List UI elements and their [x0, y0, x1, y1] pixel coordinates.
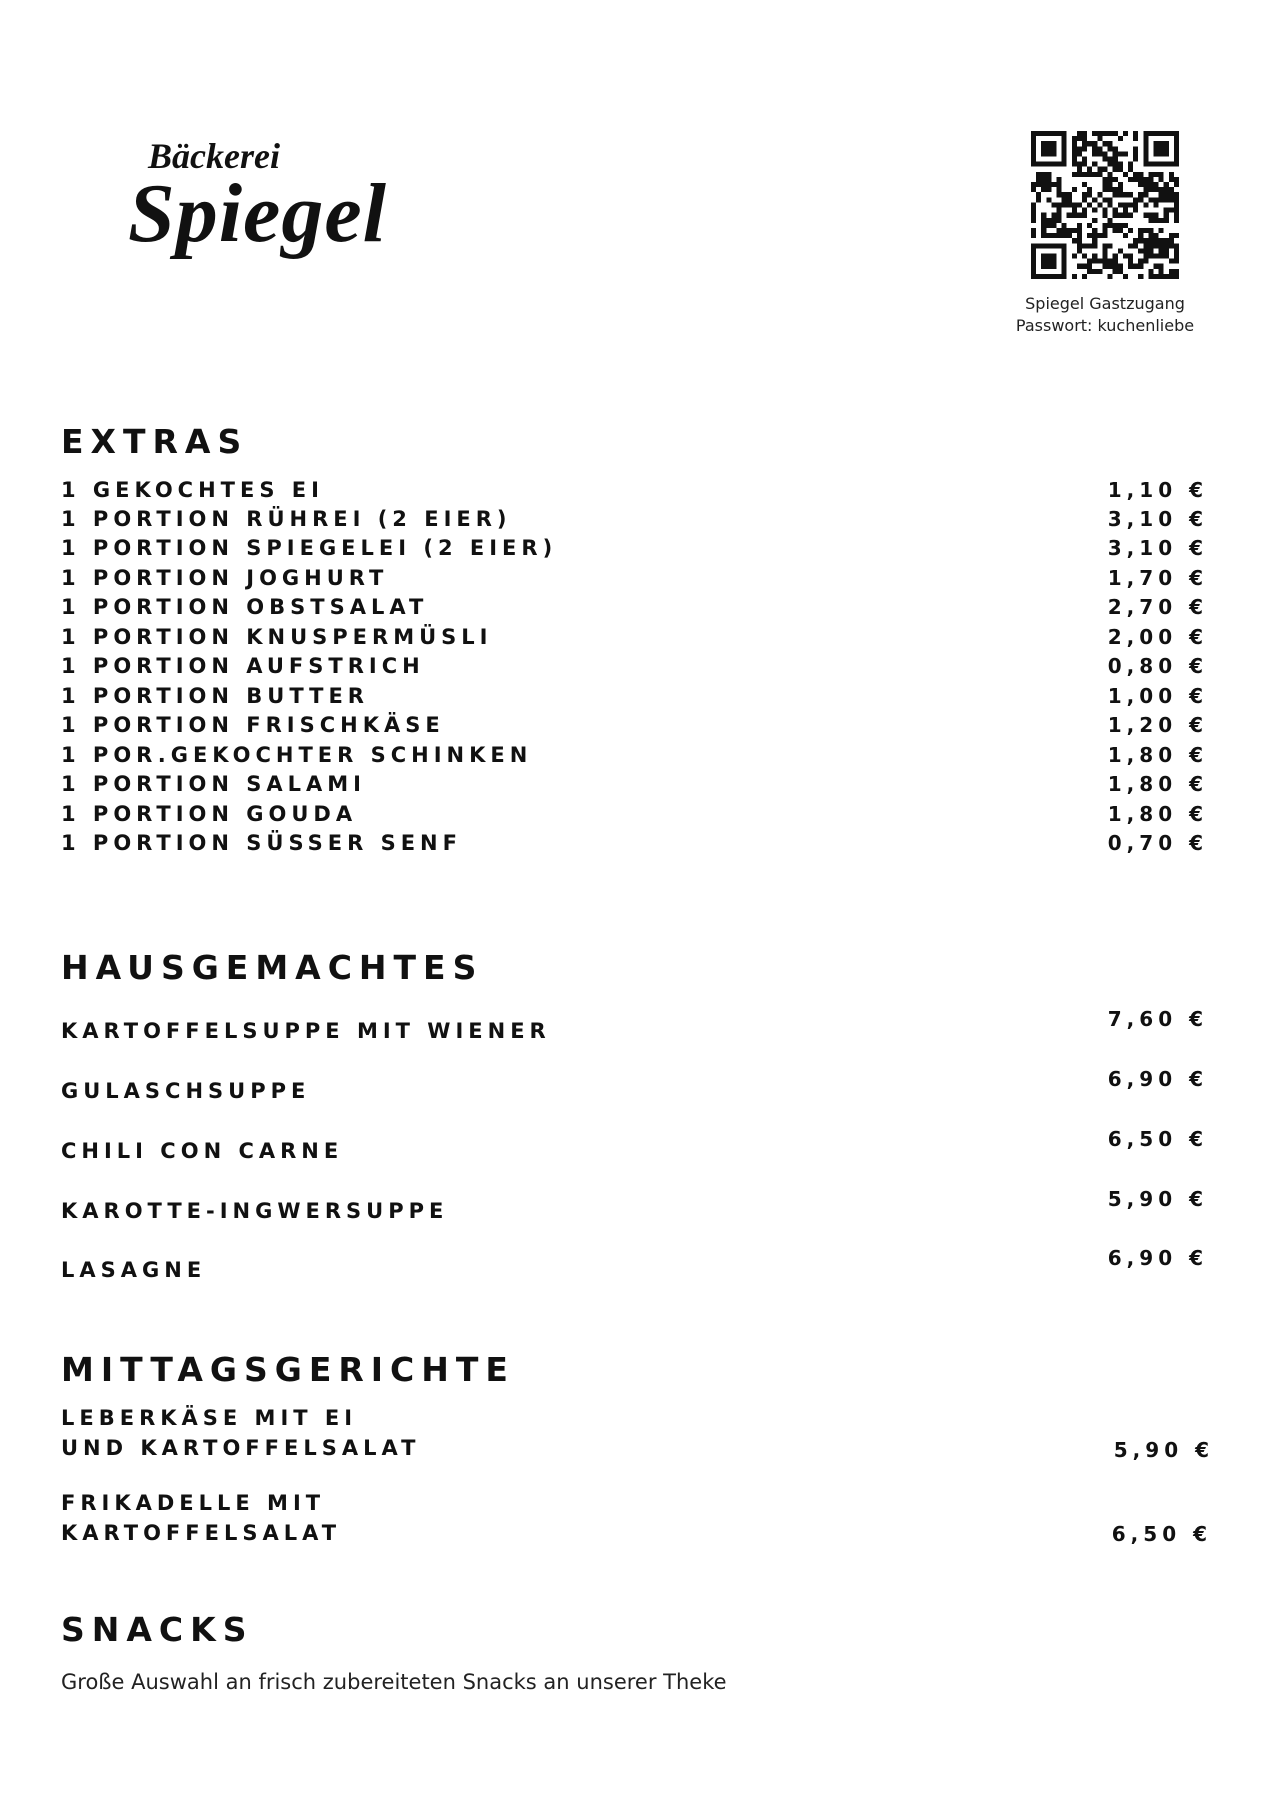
wifi-password: Passwort: kuchenliebe — [1015, 316, 1195, 335]
item-price: 6,50 € — [1111, 1522, 1212, 1546]
item-name: CHILI CON CARNE — [61, 1139, 344, 1163]
item-name: 1 PORTION GOUDA — [61, 802, 358, 826]
menu-item — [61, 507, 1208, 536]
item-name: KAROTTE-INGWERSUPPE — [61, 1199, 449, 1223]
item-name: GULASCHSUPPE — [61, 1079, 311, 1103]
item-price: 2,70 € — [1107, 595, 1208, 619]
item-price: 6,50 € — [1107, 1127, 1208, 1151]
menu-item — [61, 654, 1208, 683]
bakery-logo — [128, 136, 387, 260]
item-price: 1,80 € — [1107, 772, 1208, 796]
menu-item — [61, 536, 1208, 565]
item-name: 1 PORTION RÜHREI (2 EIER) — [61, 507, 512, 531]
menu-item — [61, 1067, 1208, 1103]
item-price: 6,90 € — [1107, 1067, 1208, 1091]
item-name: 1 PORTION SÜSSER SENF — [61, 831, 462, 855]
wifi-qr-code — [1031, 131, 1179, 279]
menu-item — [61, 1127, 1208, 1163]
menu-item — [61, 625, 1208, 654]
item-price: 5,90 € — [1107, 1187, 1208, 1211]
menu-item — [61, 478, 1208, 507]
item-name: 1 PORTION BUTTER — [61, 684, 369, 708]
section-title-mittagsgerichte: MITTAGSGERICHTE — [61, 1350, 515, 1389]
menu-item — [61, 743, 1208, 772]
menu-item — [61, 595, 1208, 624]
section-title-hausgemachtes: HAUSGEMACHTES — [61, 948, 484, 987]
item-name: 1 PORTION OBSTSALAT — [61, 595, 429, 619]
item-name: 1 PORTION AUFSTRICH — [61, 654, 425, 678]
item-price: 1,80 € — [1107, 802, 1208, 826]
wifi-info — [980, 293, 1230, 337]
item-price: 1,10 € — [1107, 478, 1208, 502]
item-price: 1,70 € — [1107, 566, 1208, 590]
item-name-line2: KARTOFFELSALAT — [61, 1521, 342, 1545]
item-name: 1 PORTION JOGHURT — [61, 566, 389, 590]
menu-item — [61, 831, 1208, 860]
item-name: 1 GEKOCHTES EI — [61, 478, 324, 502]
item-name: 1 PORTION SALAMI — [61, 772, 366, 796]
menu-item — [61, 1246, 1208, 1282]
item-name: 1 PORTION KNUSPERMÜSLI — [61, 625, 493, 649]
item-name: 1 PORTION FRISCHKÄSE — [61, 713, 445, 737]
item-price: 5,90 € — [1113, 1438, 1214, 1462]
item-price: 0,80 € — [1107, 654, 1208, 678]
item-name: 1 POR.GEKOCHTER SCHINKEN — [61, 743, 533, 767]
item-name: KARTOFFELSUPPE MIT WIENER — [61, 1019, 551, 1043]
menu-item — [61, 802, 1208, 831]
item-name-line2: UND KARTOFFELSALAT — [61, 1436, 421, 1460]
item-name: LASAGNE — [61, 1258, 207, 1282]
wifi-name: Spiegel Gastzugang — [1025, 294, 1185, 313]
item-name-line1: FRIKADELLE MIT — [61, 1491, 326, 1515]
item-price: 3,10 € — [1107, 536, 1208, 560]
item-price: 3,10 € — [1107, 507, 1208, 531]
item-price: 6,90 € — [1107, 1246, 1208, 1270]
item-price: 1,20 € — [1107, 713, 1208, 737]
item-price: 1,80 € — [1107, 743, 1208, 767]
logo-big-text: Spiegel — [128, 167, 387, 260]
menu-item — [61, 772, 1208, 801]
menu-item — [61, 1007, 1208, 1043]
item-price: 7,60 € — [1107, 1007, 1208, 1031]
item-price: 0,70 € — [1107, 831, 1208, 855]
menu-item — [61, 566, 1208, 595]
item-price: 2,00 € — [1107, 625, 1208, 649]
menu-item — [61, 1187, 1208, 1223]
snacks-description: Große Auswahl an frisch zubereiteten Snacks an unserer Theke — [61, 1670, 727, 1694]
logo-small-text: Bäckerei — [148, 136, 280, 176]
section-title-snacks: SNACKS — [61, 1610, 254, 1649]
menu-item — [61, 684, 1208, 713]
item-name: 1 PORTION SPIEGELEI (2 EIER) — [61, 536, 558, 560]
item-name-line1: LEBERKÄSE MIT EI — [61, 1406, 358, 1430]
section-title-extras: EXTRAS — [61, 422, 249, 461]
item-price: 1,00 € — [1107, 684, 1208, 708]
menu-item — [61, 713, 1208, 742]
